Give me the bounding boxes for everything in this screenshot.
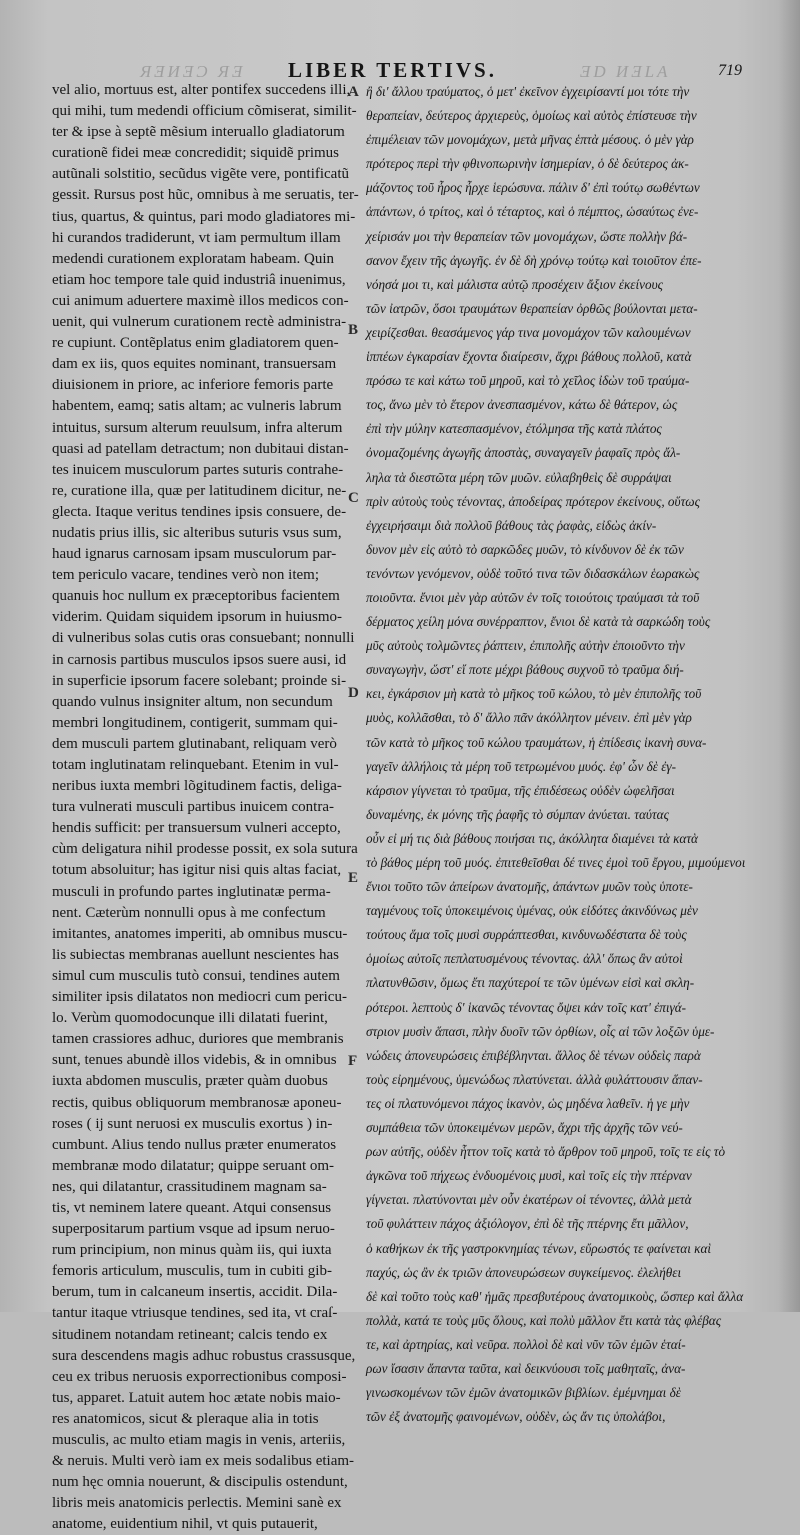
show-through-text-left: ЯƎИƎƆ ЯƎ [140, 62, 246, 81]
latin-text-line: nudatis prius illis, sic alteribus suturis vsus sum, [52, 524, 342, 541]
latin-text-line: libris meis anatomicis perlectis. Memini sanè ex [52, 1495, 342, 1512]
greek-text-line: πρότερος περὶ τὴν φθινοπωρινὴν ἰσημερίαν, ὁ δὲ δεύτερος ἀκ- [366, 156, 689, 172]
greek-text-line: κει, ἐγκάρσιον μὴ κατὰ τὸ μῆκος τοῦ κώλου, τὸ μὲν ἐπιπολῆς τοῦ [366, 686, 702, 702]
latin-text-line: rectis, quibus obliquorum membranosæ aponeu- [52, 1094, 342, 1111]
greek-text-line: τε, καὶ ἀρτηρίας, καὶ νεῦρα. πολλοὶ δὲ καὶ νῦν τῶν ἐμῶν ἑταί- [366, 1336, 686, 1352]
greek-text-line: ἀγκῶνα τοῦ πήχεως ἐνδυομένοις μυσὶ, καὶ τοῖς εἰς τὴν πτέρναν [366, 1168, 692, 1184]
greek-text-line: τες οἱ πλατυνόμενοι πάχος ἱκανὸν, ὡς μηδένα λαθεῖν. ἡ γε μὴν [366, 1095, 690, 1111]
latin-text-line: uenit, qui vulnerum curationem rectè administra- [52, 314, 347, 331]
greek-text-line: τος, ἄνω μὲν τὸ ἕτερον ἀνεσπασμένον, κάτω δὲ θάτερον, ὡς [366, 397, 678, 413]
greek-text-line: δυναμένης, ἐκ μόνης τῆς ῥαφῆς τὸ σύμπαν ἀνύεται. ταύτας [366, 806, 669, 822]
latin-text-line: quando vulnus insigniter altum, non secundum [52, 693, 333, 710]
latin-text-line: lo. Verùm quomodocunque illi dilatati fuerint, [52, 1010, 328, 1027]
latin-text-line: medendi curationem exploratam habeam. Quin [52, 250, 334, 267]
greek-text-line: τῶν ἐξ ἀνατομῆς φαινομένων, οὐδὲν, ὡς ἄν τις ὑπολάβοι, [366, 1409, 666, 1425]
latin-text-line: num hęc omnia nouerunt, & discipulis ostendunt, [52, 1474, 348, 1491]
latin-text-line: tamen crassiores adhuc, duriores que membranis [52, 1031, 344, 1048]
latin-text-line: berum, tum in calcaneum insertis, accidit. Dila- [52, 1284, 338, 1301]
greek-text-line: οὖν εἰ μή τις διὰ βάθους ποιήσαι τις, ἀκόλλητα διαμένει τὰ κατὰ [366, 830, 698, 846]
latin-text-line: lis subiectas membranas auellunt nescientes has [52, 946, 339, 963]
greek-text-line: κάρσιον γίγνεται τὸ τραῦμα, τῆς ἐπιδέσεως οὐδὲν ὠφελῆσαι [366, 782, 675, 798]
latin-text-line: res anatomicos, sicut & pleraque alia in totis [52, 1410, 319, 1427]
greek-text-line: παχύς, ὡς ἂν ἐκ τριῶν ἀπονευρώσεων συγκείμενος. ἐλελήθει [366, 1264, 682, 1280]
greek-column [366, 80, 746, 1429]
latin-text-line: tantur itaque vtriusque tendines, sed ita, vt craſ- [52, 1305, 338, 1322]
latin-text-line: di vulneribus solas cutis oras consuebant; nonnulli [52, 630, 355, 647]
latin-text-line: superpositarum partium vsque ad ipsum neruo- [52, 1221, 335, 1238]
greek-text-line: ἁπάντων, ὁ τρίτος, καὶ ὁ τέταρτος, καὶ ὁ πέμπτος, ὡσαύτως ἐνε- [366, 204, 699, 220]
greek-text-line: δὲ καὶ τοῦτο τοὺς καθ' ἡμᾶς πρεσβυτέρους ἀνατομικοὺς, ὥσπερ καὶ ἄλλα [366, 1288, 744, 1304]
latin-text-line: tes inuicem musculorum partes suturis contrahe- [52, 461, 344, 478]
greek-text-line: μάζοντος τοῦ ἦρος ἦρχε ἱερώσυνα. πάλιν δ' ἐπὶ τούτῳ σωθέντων [366, 180, 700, 196]
greek-text-line: χειρίζεσθαι. θεασάμενος γάρ τινα μονομάχον τῶν καλουμένων [366, 324, 691, 340]
latin-text-line: anatome, euidentium nihil, vt quis putauerit, [52, 1516, 318, 1533]
latin-text-line: curationẽ fidei meæ concredidit; siquidẽ primus [52, 145, 340, 162]
margin-letter-c: C [348, 490, 359, 506]
latin-text-line: viderim. Quidam siquidem ipsorum in huiusmo- [52, 609, 342, 626]
latin-text-line: totum absoluitur; has igitur nisi quis altas faciat, [52, 862, 342, 879]
greek-text-line: σανον ἔχειν τῆς ἀγωγῆς. ἐν δὲ δὴ χρόνῳ τούτῳ καὶ τοιοῦτον ἐπε- [366, 252, 702, 268]
greek-text-line: ληλα τὰ διεστῶτα μέρη τῶν μυῶν. εὐλαβηθεὶς δὲ συρράψαι [366, 469, 672, 485]
latin-text-line: & neruis. Multi verò iam ex meis sodalibus etiam- [52, 1453, 355, 1470]
greek-text-line: ἐπὶ τὴν μύλην κατεσπασμένον, ἐτόλμησα τῆς κατὰ πλάτος [366, 421, 662, 437]
margin-letter-e: E [348, 870, 359, 886]
greek-text-line: ἔνιοι τοῦτο τῶν ἀπείρων ἀνατομῆς, ἁπάντων μυῶν τοὺς ὑποτε- [366, 879, 693, 895]
greek-text-line: γίγνεται. πλατύνονται μὲν οὖν ἑκατέρων οἱ τένοντες, ἀλλὰ μετὰ [366, 1192, 692, 1208]
latin-text-line: neribus iuxta membri lõgitudinem factis, deliga- [52, 778, 342, 795]
latin-text-line: tis, vt neminem latere queant. Atqui consensus [52, 1199, 332, 1216]
greek-text-line: πρόσω τε καὶ κάτω τοῦ μηροῦ, καὶ τὸ χεῖλος ἰδὼν τοῦ τραύμα- [366, 373, 690, 389]
greek-text-line: ἐγχειρήσαιμι διὰ πολλοῦ βάθους τὰς ῥαφὰς, εἰδὼς ἀκίν- [366, 517, 657, 533]
greek-text-line: δέρματος χείλη μόνα συνέρραπτον, ἔνιοι δὲ κατὰ τὰ σαρκώδη τοὺς [366, 614, 711, 630]
greek-text-line: χείρισάν μοι τὴν θεραπείαν τῶν μονομάχων, ὥστε πολλὴν βά- [366, 228, 688, 244]
latin-text-line: tus, apparet. Latuit autem hoc ætate nobis maio- [52, 1389, 341, 1406]
greek-text-line: τὸ βάθος μέρη τοῦ μυός. ἐπιτεθεῖσθαι δέ τινες ἐμοὶ τοῦ ἔργου, μιμούμενοι [366, 855, 746, 870]
latin-text-line: qui mihi, tum medendi officium cõmiserat, similit- [52, 103, 357, 120]
greek-text-line: τούτους ἅμα τοῖς μυσὶ συρράπτεσθαι, κινδυνωδέστατα δὲ τοὺς [366, 927, 687, 943]
latin-text-line: dam ex iis, quos equites nominant, transuersam [52, 356, 337, 373]
latin-text-line: in carnosis partibus musculos ipsos suere ausi, id [52, 651, 347, 668]
greek-text-line: ὁ καθήκων ἐκ τῆς γαστροκνημίας τένων, εὔρωστός τε φαίνεται καὶ [366, 1240, 712, 1256]
latin-text-line: sura descendens magis adhuc robustus crassusque, [52, 1347, 356, 1364]
greek-text-line: τοῦ φυλάττειν πάχος ἀξιόλογον, ἐπὶ δὲ τῆς πτέρνης ἔτι μᾶλλον, [366, 1216, 689, 1232]
greek-text-line: στριον μυσὶν ἅπασι, πλὴν δυοῖν τῶν ὀρθίων, οἷς αἱ τῶν λοξῶν ὑμε- [366, 1023, 715, 1039]
greek-text-line: νόησά μοι τι, καὶ μάλιστα αὐτῷ προσέχειν ἄξιον ἐκείνους [366, 276, 663, 292]
latin-text-line: cumbunt. Alius tendo nullus præter enumeratos [52, 1136, 337, 1153]
greek-text-line: ἱππέων ἐγκαρσίαν ἔχοντα διαίρεσιν, ἄχρι βάθους πολλοῦ, κατὰ [366, 349, 692, 365]
greek-text-line: ποιοῦντα. ἔνιοι μὲν γὰρ αὐτῶν ἐν τοῖς τοιούτοις τραύμασι τὰ τοῦ [366, 589, 700, 605]
latin-text-line: autũnali solstitio, secũdus vigẽte vere, pontificatũ [52, 166, 350, 183]
page-number: 719 [718, 62, 742, 79]
latin-text-line: habentem, eamq; satis altam; ac vulneris labrum [52, 398, 342, 415]
latin-text-line: tem periculo vacare, tendines verò non item; [52, 567, 319, 584]
latin-text-line: musculis, ac multo etiam magis in venis, arteriis, [52, 1432, 346, 1448]
latin-text-line: situdinem notandam retineant; calcis tendo ex [52, 1326, 328, 1343]
greek-text-line: ἐπιμέλειαν τῶν μονομάχων, μετὰ μῆνας ἑπτὰ μέσους. ὁ μὲν γὰρ [366, 132, 694, 148]
greek-text-line: συναγωγὴν, ὥστ' εἴ ποτε μέχρι βάθους συχνοῦ τὸ τραῦμα διή- [366, 662, 684, 678]
latin-text-line: ter & ipse à septẽ mẽsium interuallo gladiatorum [52, 124, 345, 141]
greek-text-line: μῦς αὐτοὺς τολμῶντες ῥάπτειν, ἐπιπολῆς αὐτὴν ἐποιοῦντο τὴν [366, 638, 685, 654]
greek-text-line: συμπάθεια τῶν ὑποκειμένων μερῶν, ἄχρι τῆς ἀρχῆς τῶν νεύ- [366, 1120, 683, 1136]
margin-letter-f: F [348, 1053, 358, 1069]
latin-text-line: ceu ex tribus neruosis exporrectionibus composi- [52, 1368, 347, 1385]
page-title: LIBER TERTIVS. [288, 58, 497, 82]
page-edge-shadow [778, 0, 800, 1312]
latin-text-line: femoris articulum, musculis, tum in cubiti gib- [52, 1263, 332, 1280]
margin-letter-d: D [348, 685, 359, 701]
greek-text-line: τοὺς εἰρημένους, ὑμενώδως πλατύνεται. ἀλλὰ φυλάττουσιν ἅπαν- [366, 1071, 703, 1087]
latin-column [52, 80, 359, 1535]
latin-text-line: nent. Cæterùm nonnulli opus à me confectum [52, 904, 326, 921]
show-through-text-right: ƎD ИƎLA [580, 62, 671, 81]
greek-text-line: ἢ δι' ἄλλου τραύματος, ὁ μετ' ἐκεῖνον ἐγχειρίσαντί μοι τότε τὴν [366, 84, 690, 99]
latin-text-line: iuxta abdomen musculis, præter quàm duobus [52, 1073, 328, 1090]
greek-text-line: νώδεις ἀπονευρώσεις ἐπιβέβληνται. ἄλλος δὲ τένων οὐδεὶς παρὰ [366, 1047, 701, 1063]
latin-text-line: imitantes, anatomes imperiti, ab omnibus muscu- [52, 925, 348, 942]
greek-text-line: γαγεῖν ἀλλήλοις τὰ μέρη τοῦ τετρωμένου μυός. ἐφ' ὧν δὲ ἐγ- [366, 758, 676, 774]
latin-text-line: totam inglutinatam relinquebant. Etenim in vul- [52, 757, 339, 773]
greek-text-line: τενόντων γενόμενον, οὐδὲ τοῦτό τινα τῶν διδασκάλων ἑωρακὼς [366, 565, 700, 581]
latin-text-line: membranæ modo dilatatur; quippe seruant om- [52, 1157, 335, 1174]
margin-letter-a: A [348, 84, 359, 100]
latin-text-line: nes, qui dilatantur, crassitudinem magnam sa- [52, 1178, 327, 1195]
latin-text-line: re, curatione illa, quæ per latitudinem dicitur, ne- [52, 482, 347, 499]
greek-text-line: ὀνομαζομένης ἀγωγῆς ἀποστὰς, συναγαγεῖν ῥαφαῖς πρὸς ἄλ- [366, 445, 681, 461]
greek-text-line: ταγμένους τοῖς ὑποκειμένοις ὑμένας, οὐκ εἰδότες ἀκινδύνως μὲν [366, 903, 698, 919]
latin-text-line: hi curandos tradiderunt, vt iam permultum illam [52, 229, 341, 246]
latin-text-line: diuisionem in priore, ac inferiore femoris parte [52, 377, 334, 394]
latin-text-line: haud ignarus carnosam ipsam musculorum par- [52, 546, 337, 563]
latin-text-line: quanuis hoc nullum ex præceptoribus facientem [52, 588, 340, 605]
latin-text-line: glecta. Itaque veritus tendines ipsis consuere, de- [52, 503, 347, 520]
latin-text-line: quasi ad patellam detractum; non dubitaui distan- [52, 440, 349, 457]
greek-text-line: πολλὰ, κατά τε τοὺς μῦς ὅλους, καὶ πολὺ μᾶλλον ἔτι κατὰ τὰς φλέβας [366, 1312, 722, 1328]
latin-text-line: tius, quartus, & quintus, pari modo gladiatores mi- [52, 208, 356, 225]
latin-text-line: in superficie ipsorum facere solebant; proinde si- [52, 672, 347, 689]
greek-text-line: δυνον μὲν εἰς αὐτὸ τὸ σαρκῶδες μυῶν, τὸ κίνδυνον δὲ ἐκ τῶν [366, 541, 684, 557]
greek-text-line: τῶν κατὰ τὸ μῆκος τοῦ κώλου τραυμάτων, ἡ ἐπίδεσις ἱκανὴ συνα- [366, 734, 707, 750]
margin-letter-b: B [348, 322, 359, 338]
greek-text-line: μυὸς, κολλᾶσθαι, τὸ δ' ἄλλο πᾶν ἀκόλλητον μένειν. ἐπὶ μὲν γὰρ [366, 710, 692, 726]
latin-text-line: rum principium, non minus quàm iis, qui iuxta [52, 1242, 332, 1259]
latin-text-line: gessit. Rursus post hũc, omnibus à me seruatis, ter- [52, 187, 359, 204]
greek-text-line: γινωσκομένων τῶν ἐμῶν ἀνατομικῶν βιβλίων. ἐμέμνημαι δὲ [366, 1385, 681, 1401]
greek-text-line: τῶν ἰατρῶν, ὅσοι τραυμάτων θεραπείαν ὀρθῶς βούλονται μετα- [366, 300, 698, 316]
latin-text-line: cùm deligatura nihil prodesse possit, ex sola sutura [52, 841, 358, 858]
latin-text-line: dem musculi partem glutinabant, reliquam verò [52, 735, 337, 752]
greek-text-line: ρων ἴσασιν ἅπαντα ταῦτα, καὶ δεικνύουσι τοῖς μαθηταῖς, ἀνα- [366, 1360, 686, 1376]
latin-text-line: roses ( ij sunt neruosi ex musculis exortus ) in- [52, 1115, 333, 1132]
greek-text-line: πρὶν αὐτοὺς τοὺς τένοντας, ἀποδείρας πρότερον ἐκείνους, οὕτως [366, 493, 700, 509]
greek-text-line: πλατυνθῶσιν, ὅμως ἔτι παχύτεροί τε τῶν ὑμένων εἰσὶ καὶ σκλη- [366, 975, 695, 991]
latin-text-line: tura vulnerati musculi partibus inuicem contra- [52, 799, 334, 816]
latin-text-line: simul cum musculis tutò consui, tendines autem [52, 967, 340, 984]
latin-text-line: sunt, tenues abundè illos videbis, & in omnibus [52, 1052, 337, 1069]
greek-text-line: θεραπείαν, δεύτερος ἀρχιερεὺς, ὁμοίως καὶ αὐτὸς ἐπίστευσε τὴν [366, 108, 697, 124]
latin-text-line: cui animum aduertere maximè illos medicos con- [52, 292, 349, 309]
latin-text-line: etiam hoc tempore tale quid industriâ inuenimus, [52, 271, 346, 288]
latin-text-line: musculi in profundo partes inglutinatæ perma- [52, 883, 331, 900]
latin-text-line: re cupiunt. Contẽplatus enim gladiatorem quen- [52, 335, 339, 352]
latin-text-line: similiter ipsis dilatatos non mediocri cum pericu- [52, 989, 347, 1006]
greek-text-line: ρότεροι. λεπτοὺς δ' ἱκανῶς τένοντας ὄψει κἀν τοῖς κατ' ἐπιγά- [366, 999, 687, 1015]
greek-text-line: ρων αὐτῆς, οὐδὲν ἧττον τοῖς κατὰ τὸ ἄρθρον τοῦ μηροῦ, τοῖς τε εἰς τὸ [366, 1144, 726, 1160]
latin-text-line: membri longitudinem, contigerit, summam qui- [52, 714, 338, 731]
greek-text-line: ὁμοίως αὐτοῖς πεπλατυσμένους τένοντας. ἀλλ' ὅπως ἂν αὐτοὶ [366, 951, 683, 967]
latin-text-line: intuitus, sursum alterum reuulsum, infra alterum [52, 419, 343, 436]
latin-text-line: vel alio, mortuus est, alter pontifex succedens illi, [52, 82, 351, 98]
latin-text-line: hendis sufficit: per transuersum vulneri accepto, [52, 820, 341, 837]
